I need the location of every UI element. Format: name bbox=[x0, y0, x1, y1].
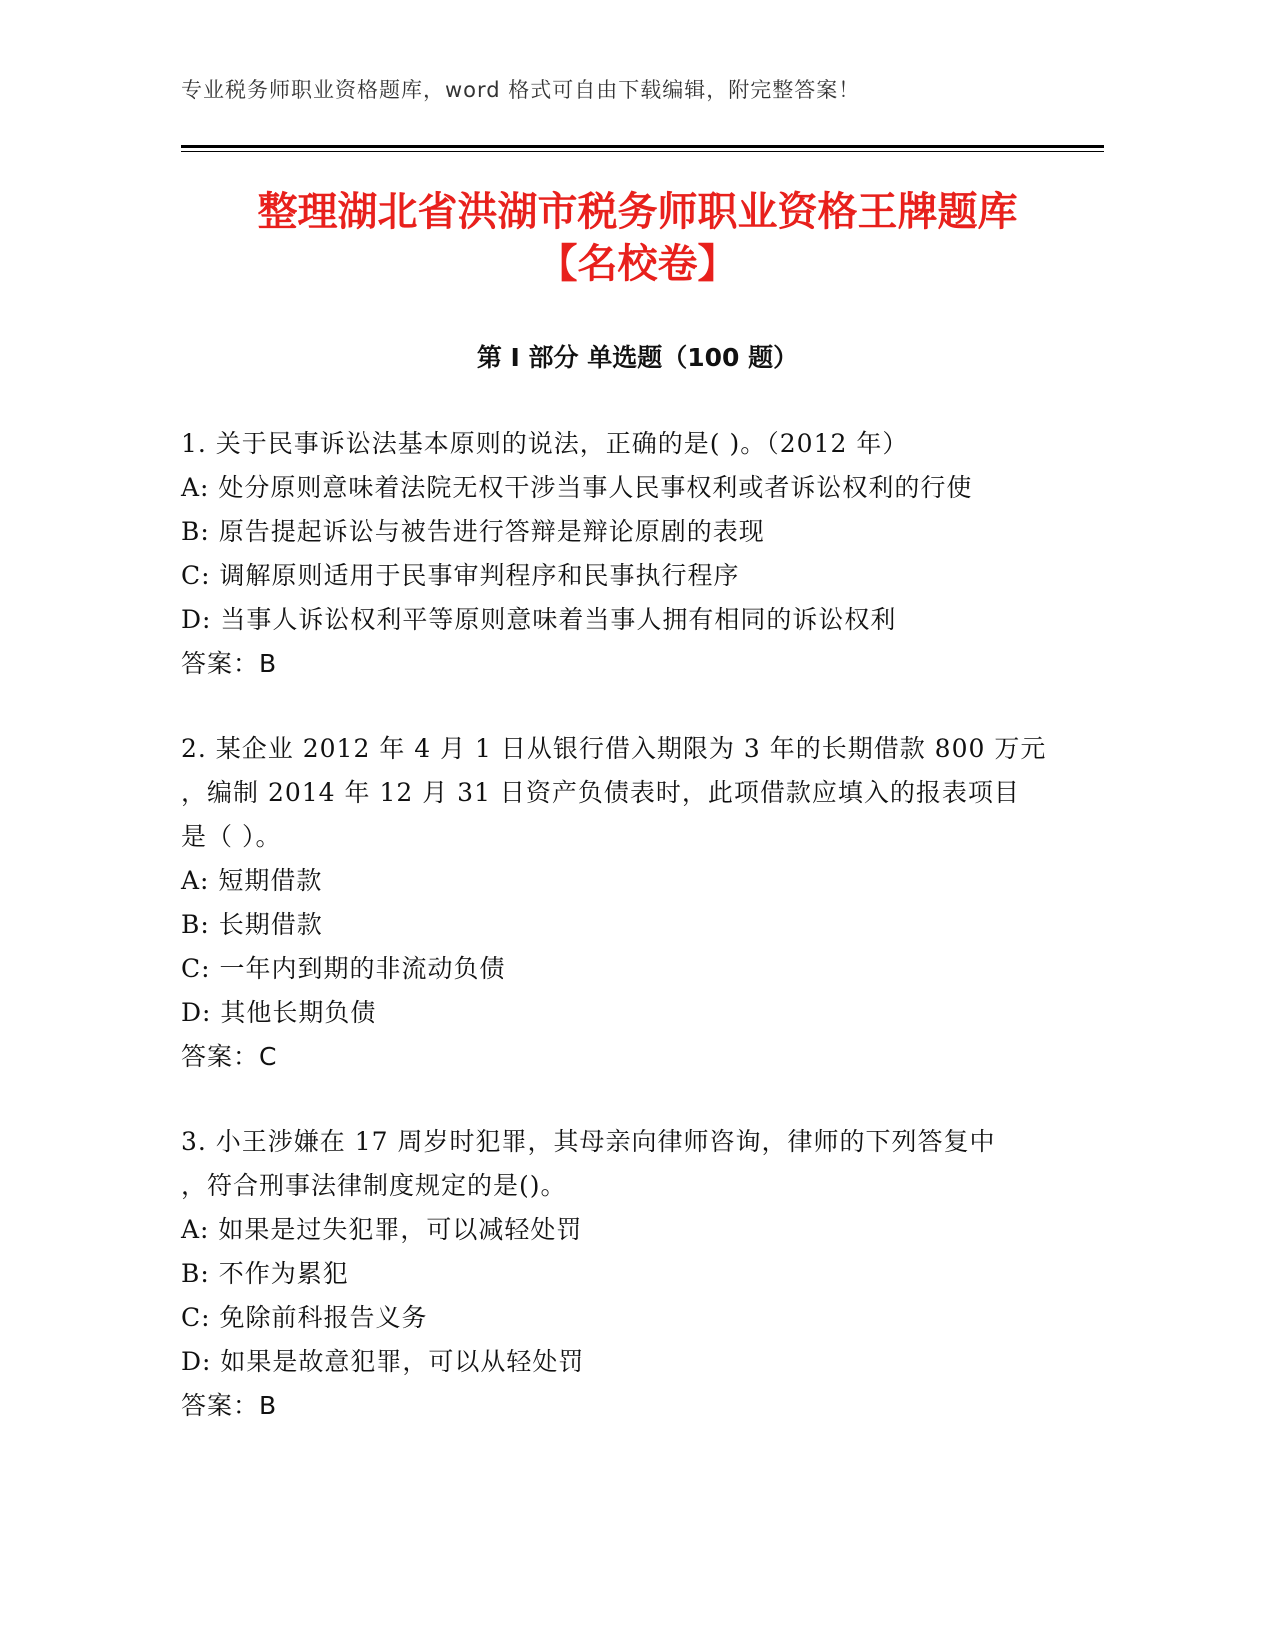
question-stem-line: 2. 某企业 2012 年 4 月 1 日从银行借入期限为 3 年的长期借款 800 万元 bbox=[181, 734, 1047, 763]
option-b: B: 不作为累犯 bbox=[181, 1259, 349, 1288]
option-c: C: 免除前科报告义务 bbox=[181, 1303, 428, 1332]
option-c: C: 一年内到期的非流动负债 bbox=[181, 954, 506, 983]
question-stem-line: 1. 关于民事诉讼法基本原则的说法，正确的是( )。（2012 年） bbox=[181, 429, 909, 458]
header-note: 专业税务师职业资格题库，word 格式可自由下载编辑，附完整答案！ bbox=[181, 78, 861, 102]
option-d: D: 如果是故意犯罪，可以从轻处罚 bbox=[181, 1347, 585, 1376]
question-2 bbox=[181, 727, 1047, 1079]
section-heading: 第 I 部分 单选题（100 题） bbox=[476, 343, 799, 372]
option-b: B: 原告提起诉讼与被告进行答辩是辩论原剧的表现 bbox=[181, 517, 765, 546]
option-d: D: 当事人诉讼权利平等原则意味着当事人拥有相同的诉讼权利 bbox=[181, 605, 897, 634]
question-stem-line: 是（ ）。 bbox=[181, 822, 282, 851]
option-a: A: 如果是过失犯罪，可以减轻处罚 bbox=[181, 1215, 583, 1244]
title-line-1: 整理湖北省洪湖市税务师职业资格王牌题库 bbox=[257, 189, 1018, 235]
header-rule-thick bbox=[181, 145, 1104, 148]
answer-line: 答案：B bbox=[181, 1391, 278, 1420]
question-stem-line: ，符合刑事法律制度规定的是()。 bbox=[181, 1171, 567, 1200]
header-rule-thin bbox=[181, 151, 1104, 152]
answer-line: 答案：B bbox=[181, 649, 278, 678]
option-b: B: 长期借款 bbox=[181, 910, 323, 939]
question-stem-line: 3. 小王涉嫌在 17 周岁时犯罪，其母亲向律师咨询，律师的下列答复中 bbox=[181, 1127, 996, 1156]
option-a: A: 处分原则意味着法院无权干涉当事人民事权利或者诉讼权利的行使 bbox=[181, 473, 973, 502]
option-d: D: 其他长期负债 bbox=[181, 998, 377, 1027]
document-title bbox=[0, 186, 1275, 290]
option-c: C: 调解原则适用于民事审判程序和民事执行程序 bbox=[181, 561, 740, 590]
answer-line: 答案：C bbox=[181, 1042, 278, 1071]
title-line-2: 【名校卷】 bbox=[537, 241, 738, 287]
question-1 bbox=[181, 422, 1041, 686]
question-3 bbox=[181, 1120, 1041, 1428]
question-stem-line: ，编制 2014 年 12 月 31 日资产负债表时，此项借款应填入的报表项目 bbox=[181, 778, 1020, 807]
option-a: A: 短期借款 bbox=[181, 866, 323, 895]
